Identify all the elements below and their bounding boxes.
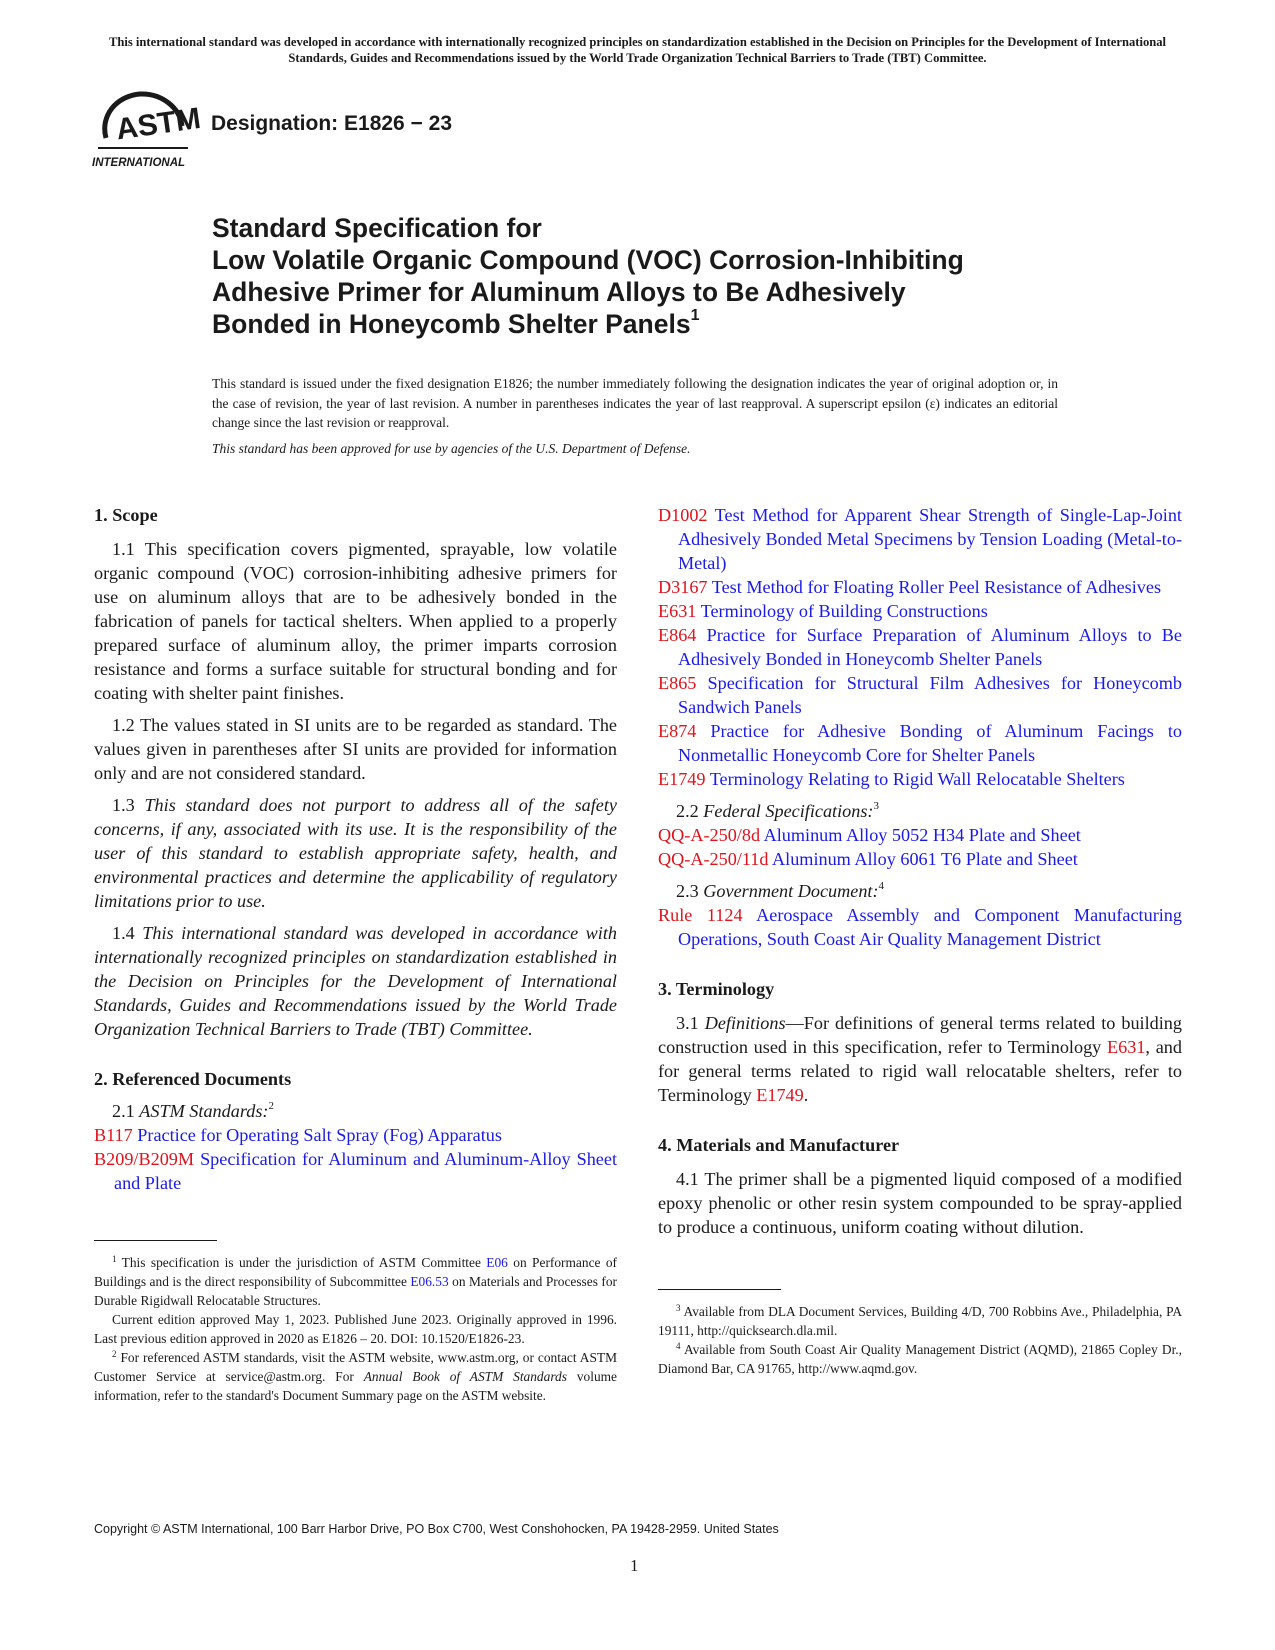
scope-heading: 1. Scope xyxy=(94,505,158,525)
scope-1-3: 1.3 This standard does not purport to address all of the safety concerns, if any, associated with its use. It is the responsibility of the user of this standard to establish appropriate safety, health, and environmental practices and determine the applicability of regulatory limitations prior to use. xyxy=(94,795,617,911)
link-e06[interactable]: E06 xyxy=(486,1255,508,1270)
astm-logo xyxy=(92,86,203,172)
government-document-label: 2.3 Government Document:$^4$ xyxy=(676,880,885,901)
page-number: 1 xyxy=(630,1556,639,1575)
scope-1-2: 1.2 The values stated in SI units are to be regarded as standard. The values given in parentheses after SI units are provided for information only and are not considered standard. xyxy=(94,715,617,783)
logo-letters: ASTM xyxy=(114,101,203,147)
footnote-rule xyxy=(94,1240,217,1241)
copyright: Copyright © ASTM International, 100 Barr Harbor Drive, PO Box C700, West Conshohocken, PA 19428-2959. United States xyxy=(94,1522,779,1536)
link-e06-53[interactable]: E06.53 xyxy=(410,1274,449,1289)
ref-item[interactable]: E1749 Terminology Relating to Rigid Wall Relocatable Shelters xyxy=(658,769,1125,789)
footnote-4: $^4$ Available from South Coast Air Quality Management District (AQMD), 21865 Copley Dr., Diamond Bar, CA 91765, http://www.aqmd.gov. xyxy=(658,1341,1183,1376)
ref-item[interactable]: QQ-A-250/11d Aluminum Alloy 6061 T6 Plate and Sheet xyxy=(658,849,1078,869)
tbt-banner: This international standard was developed in accordance with internationally recognized principles on standardization established in the Decision on Principles for the Development of International Standards, Guides and Recommendations issued by the World Trade Organization Technical Barriers to Trade (TBT) Committee. xyxy=(108,35,1167,65)
dod-approval-note: This standard has been approved for use by agencies of the U.S. Department of Defense. xyxy=(212,441,691,456)
right-column xyxy=(658,503,1182,1378)
right-footnotes xyxy=(658,1302,1182,1378)
ref-item[interactable]: D3167 Test Method for Floating Roller Peel Resistance of Adhesives xyxy=(658,577,1162,597)
ref-item[interactable]: D1002 Test Method for Apparent Shear Strength of Single-Lap-Joint Adhesively Bonded Metal Specimens by Tension Loading (Metal-to-Metal) xyxy=(658,505,1182,573)
ref-item[interactable]: E864 Practice for Surface Preparation of Aluminum Alloys to Be Adhesively Bonded in Honeycomb Shelter Panels xyxy=(658,625,1182,669)
astm-standards-label: 2.1 ASTM Standards:$^2$ xyxy=(112,1100,274,1121)
footnote-rule xyxy=(658,1289,781,1290)
title-line-4: Bonded in Honeycomb Shelter Panels$^1$ xyxy=(212,307,700,339)
logo-word: INTERNATIONAL xyxy=(92,157,186,169)
designation: Designation: E1826 − 23 xyxy=(211,112,453,135)
footnote-2: $^2$ For referenced ASTM standards, visit the ASTM website, www.astm.org, or contact ASTM Customer Service at service@astm.org. For Annual Book of ASTM Standards volume information, refer to the standard's Document Summary page on the ASTM website. xyxy=(94,1349,618,1403)
scope-1-4: 1.4 This international standard was developed in accordance with internationally recognized principles on standardization established in the Decision on Principles for the Development of International Standards, Guides and Recommendations issued by the World Trade Organization Technical Barriers to Trade (TBT) Committee. xyxy=(94,923,618,1039)
title-line-3: Adhesive Primer for Aluminum Alloys to Be Adhesively xyxy=(212,277,906,307)
footnote-1-edition: Current edition approved May 1, 2023. Published June 2023. Originally approved in 1996. Last previous edition approved in 2020 as E1826 – 20. DOI: 10.1520/E1826-23. xyxy=(94,1312,617,1346)
document-title xyxy=(212,212,964,340)
title-line-1: Standard Specification for xyxy=(212,213,542,243)
left-column xyxy=(94,503,617,1405)
left-footnotes xyxy=(94,1253,617,1405)
ref-item[interactable]: B117 Practice for Operating Salt Spray (Fog) Apparatus xyxy=(94,1125,502,1145)
ref-item[interactable]: QQ-A-250/8d Aluminum Alloy 5052 H34 Plate and Sheet xyxy=(658,825,1081,845)
footnote-1: $^1$ This specification is under the jurisdiction of ASTM Committee E06 on Performance of Buildings and is the direct responsibility of Subcommittee E06.53 on Materials and Processes for Durable Rigidwall Relocatable Structures. xyxy=(94,1254,617,1308)
scope-1-1: 1.1 This specification covers pigmented, sprayable, low volatile organic compound (VOC) corrosion-inhibiting adhesive primers for use on aluminum alloys that are to be adhesively bonded in the fabrication of panels for tactical shelters. When applied to a properly prepared surface of aluminum alloy, the primer imparts corrosion resistance and forms a surface suitable for structural bonding and for coating with shelter paint finishes. xyxy=(94,539,617,703)
referenced-documents-heading: 2. Referenced Documents xyxy=(94,1069,292,1089)
title-footnote-marker: 1 xyxy=(690,307,700,324)
terminology-heading: 3. Terminology xyxy=(658,979,775,999)
link-e1749[interactable]: E1749 xyxy=(756,1085,804,1105)
terminology-3-1: 3.1 Definitions—For definitions of general terms related to building construction used in this specification, refer to Terminology E631, and for general terms related to rigid wall relocatable shelters, refer to Terminology E1749. xyxy=(658,1013,1182,1105)
footnote-3: $^3$ Available from DLA Document Services, Building 4/D, 700 Robbins Ave., Philadelphia, PA 19111, http://quicksearch.dla.mil. xyxy=(658,1303,1182,1338)
issuance-note: This standard is issued under the fixed designation E1826; the number immediately following the designation indicates the year of original adoption or, in the case of revision, the year of last revision. A number in parentheses indicates the year of last reapproval. A superscript epsilon (ε) indicates an editorial change since the last revision or reapproval. xyxy=(212,376,1058,430)
federal-specifications-label: 2.2 Federal Specifications:$^3$ xyxy=(676,800,879,821)
link-e631[interactable]: E631 xyxy=(1107,1037,1146,1057)
title-line-2: Low Volatile Organic Compound (VOC) Corrosion-Inhibiting xyxy=(212,245,964,275)
ref-item[interactable]: Rule 1124 Aerospace Assembly and Component Manufacturing Operations, South Coast Air Quality Management District xyxy=(658,905,1182,949)
ref-item[interactable]: B209/B209M Specification for Aluminum and Aluminum-Alloy Sheet and Plate xyxy=(94,1149,617,1193)
ref-item[interactable]: E874 Practice for Adhesive Bonding of Aluminum Facings to Nonmetallic Honeycomb Core for Shelter Panels xyxy=(658,721,1183,765)
ref-item[interactable]: E865 Specification for Structural Film Adhesives for Honeycomb Sandwich Panels xyxy=(658,673,1183,717)
materials-4-1: 4.1 The primer shall be a pigmented liquid composed of a modified epoxy phenolic or other resin system compounded to be spray-applied to produce a continuous, uniform coating without dilution. xyxy=(658,1169,1182,1237)
ref-item[interactable]: E631 Terminology of Building Constructions xyxy=(658,601,988,621)
materials-heading: 4. Materials and Manufacturer xyxy=(658,1135,900,1155)
